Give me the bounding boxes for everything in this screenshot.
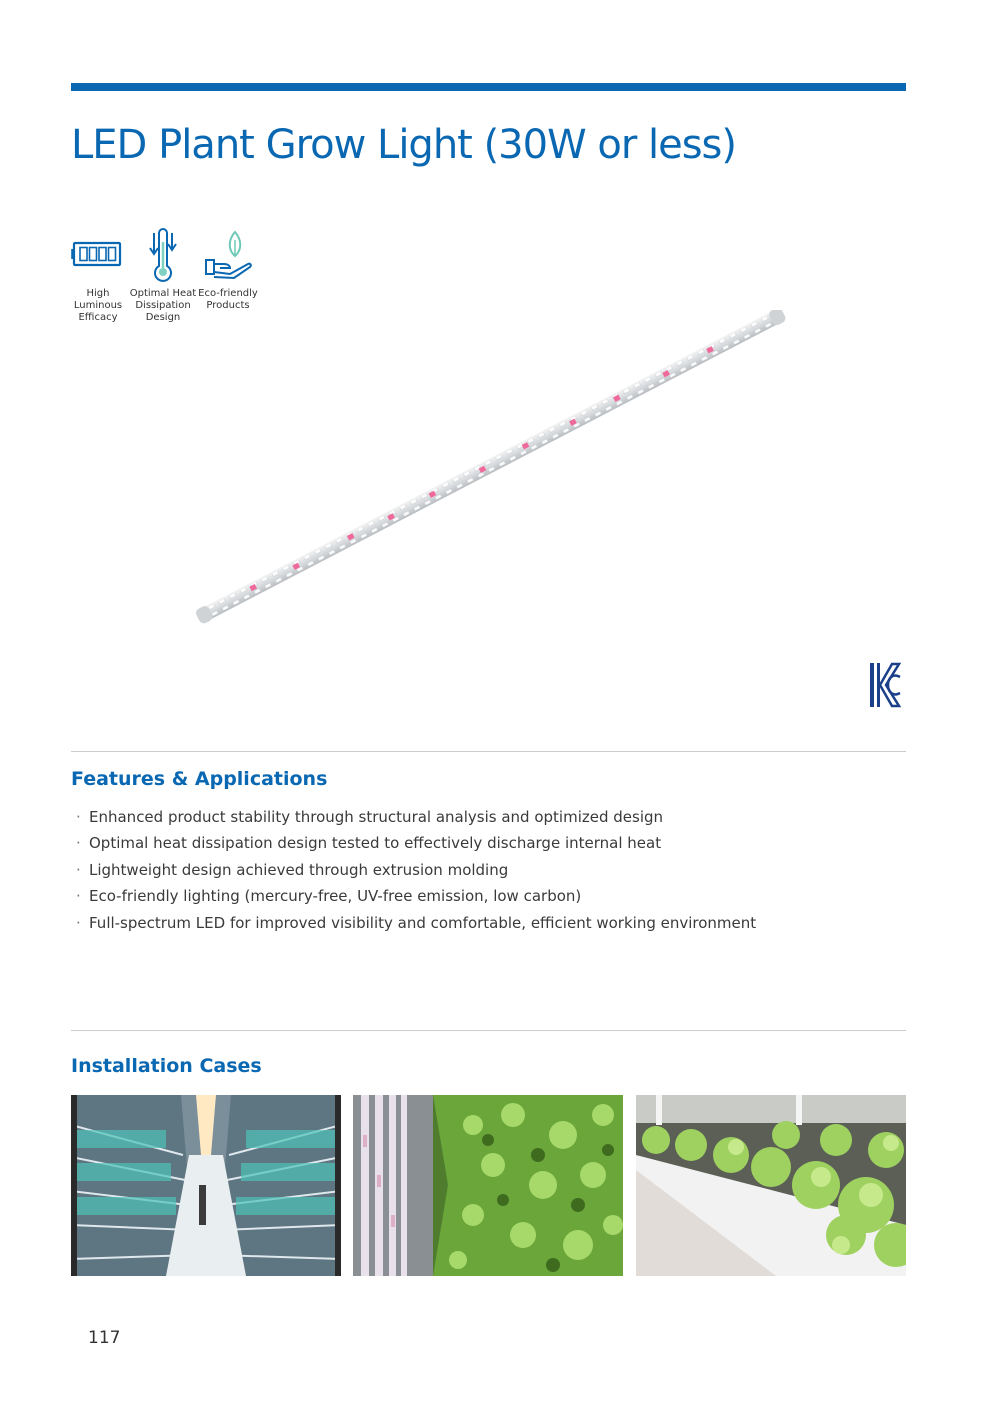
- lettuce-channel-photo: [636, 1095, 906, 1276]
- page-title: LED Plant Grow Light (30W or less): [71, 122, 736, 168]
- vertical-herb-wall-photo: [353, 1095, 623, 1276]
- list-item: · Enhanced product stability through structural analysis and optimized design: [76, 808, 664, 826]
- list-item: · Full-spectrum LED for improved visibility and comfortable, efficient working environment: [76, 913, 757, 932]
- features-section-title: Features & Applications: [71, 768, 328, 790]
- list-item: · Optimal heat dissipation design tested to effectively discharge internal heat: [76, 834, 662, 853]
- battery-icon: [70, 228, 126, 284]
- feature-label: Optimal Heat Dissipation Design: [129, 288, 197, 323]
- features-list: [76, 804, 756, 936]
- section-divider: [71, 1030, 906, 1031]
- section-divider: [71, 751, 906, 752]
- thermometer-icon: [135, 228, 191, 284]
- feature-high-efficacy: [63, 228, 133, 324]
- feature-label: High Luminous Efficacy: [73, 288, 123, 323]
- installation-section-title: Installation Cases: [71, 1055, 262, 1077]
- list-item: · Eco-friendly lighting (mercury-free, UV-free emission, low carbon): [76, 887, 582, 906]
- header-accent-bar: [71, 83, 906, 91]
- leaf-hand-icon: [200, 228, 256, 284]
- page-number: 117: [88, 1328, 121, 1348]
- feature-eco-friendly: [193, 228, 263, 312]
- list-item: · Lightweight design achieved through extrusion molding: [76, 860, 509, 879]
- kc-mark-icon: [868, 661, 902, 709]
- feature-label: Eco-friendly Products: [198, 288, 258, 311]
- vertical-farm-aisle-photo: [71, 1095, 341, 1276]
- led-tube-light: [180, 310, 790, 640]
